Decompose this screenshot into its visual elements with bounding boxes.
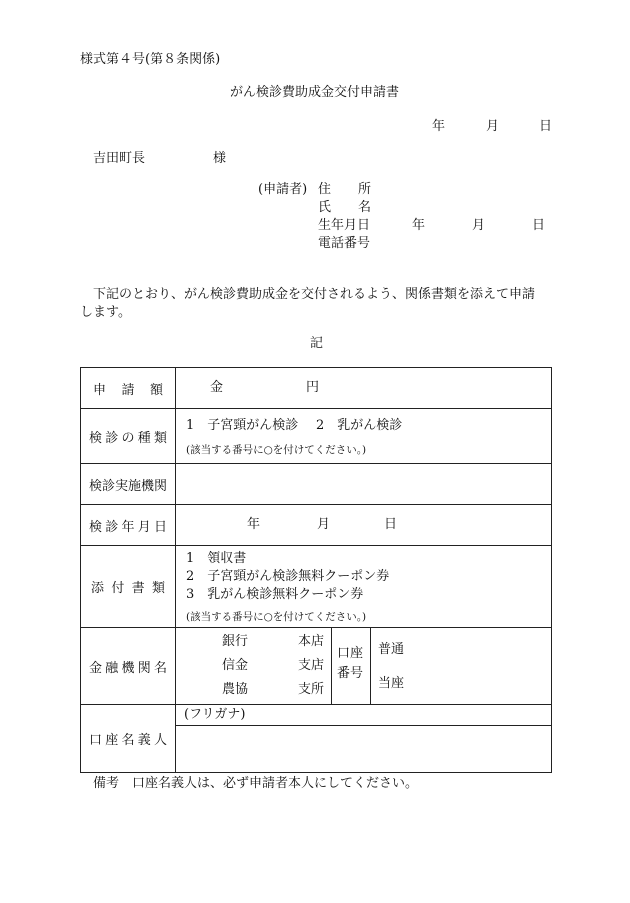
bank-row xyxy=(81,628,552,705)
exam-type-note: (該当する番号に○を付けてください。) xyxy=(186,444,367,456)
holder-label: 口 座 名 義 人 xyxy=(81,705,176,773)
phone-label: 電話番号 xyxy=(318,236,371,251)
account-label-2: 番号 xyxy=(337,666,364,681)
bank-type-shinkin: 信金 xyxy=(222,658,249,673)
date-month-label: 月 xyxy=(486,119,500,134)
attachment-item-3: 3 乳がん検診無料クーポン券 xyxy=(186,587,364,602)
birth-month-label: 月 xyxy=(472,218,486,233)
form-title: がん検診費助成金交付申請書 xyxy=(230,85,400,100)
exam-type-label: 検 診 の 種 類 xyxy=(81,409,176,464)
bank-field[interactable] xyxy=(176,628,552,705)
attachment-item-1: 1 領収書 xyxy=(186,551,247,566)
exam-date-field[interactable]: 年 月 日 xyxy=(176,505,552,546)
holder-name-field[interactable] xyxy=(176,726,552,773)
exam-option-2: 2 乳がん検診 xyxy=(316,418,403,433)
birth-day-label: 日 xyxy=(532,218,546,233)
branch-type-shisho: 支所 xyxy=(298,682,325,697)
bank-label: 金 融 機 関 名 xyxy=(81,628,176,705)
institution-field[interactable] xyxy=(176,464,552,505)
birth-year-label: 年 xyxy=(412,218,426,233)
body-text-line1: 下記のとおり、がん検診費助成金を交付されるよう、関係書類を添えて申請 xyxy=(93,287,536,302)
account-label-1: 口座 xyxy=(337,646,364,661)
bank-type-ginko: 銀行 xyxy=(222,634,249,649)
application-table xyxy=(80,367,552,773)
address-label: 住 所 xyxy=(318,182,371,197)
applicant-label: (申請者) xyxy=(258,182,308,197)
date-day-label: 日 xyxy=(539,119,553,134)
bank-type-nokyo: 農協 xyxy=(222,682,249,697)
honorific: 様 xyxy=(213,151,227,166)
institution-label: 検診実施機関 xyxy=(81,464,176,505)
addressee: 吉田町長 xyxy=(93,151,146,166)
attachments-row xyxy=(81,546,552,628)
exam-type-field[interactable] xyxy=(176,409,552,464)
form-number: 様式第４号(第８条関係) xyxy=(80,52,221,67)
remark: 備考 口座名義人は、必ず申請者本人にしてください。 xyxy=(93,776,419,791)
ki-heading: 記 xyxy=(310,336,324,351)
institution-row xyxy=(81,464,552,505)
exam-date-row xyxy=(81,505,552,546)
body-text-line2: します。 xyxy=(80,305,131,320)
amount-field[interactable]: 金 円 xyxy=(176,368,552,409)
holder-furigana-row xyxy=(81,705,552,726)
exam-option-1: 1 子宮頸がん検診 xyxy=(186,418,299,433)
attachments-label: 添 付 書 類 xyxy=(81,546,176,628)
branch-type-honten: 本店 xyxy=(298,634,325,649)
amount-row xyxy=(81,368,552,409)
attachment-item-2: 2 子宮頸がん検診無料クーポン券 xyxy=(186,569,390,584)
branch-type-shiten: 支店 xyxy=(298,658,325,673)
birthdate-label: 生年月日 xyxy=(318,218,371,233)
bank-divider-1 xyxy=(331,628,332,704)
account-type-toza: 当座 xyxy=(378,676,405,691)
date-year-label: 年 xyxy=(432,119,446,134)
amount-label: 申 請 額 xyxy=(81,368,176,409)
exam-date-label: 検 診 年 月 日 xyxy=(81,505,176,546)
attachments-field[interactable] xyxy=(176,546,552,628)
exam-type-row xyxy=(81,409,552,464)
name-label: 氏 名 xyxy=(318,200,371,215)
holder-furigana-field[interactable]: (フリガナ) xyxy=(176,705,552,726)
account-type-futsu: 普通 xyxy=(378,642,405,657)
attachments-note: (該当する番号に○を付けてください。) xyxy=(186,611,367,623)
bank-divider-2 xyxy=(370,628,371,704)
